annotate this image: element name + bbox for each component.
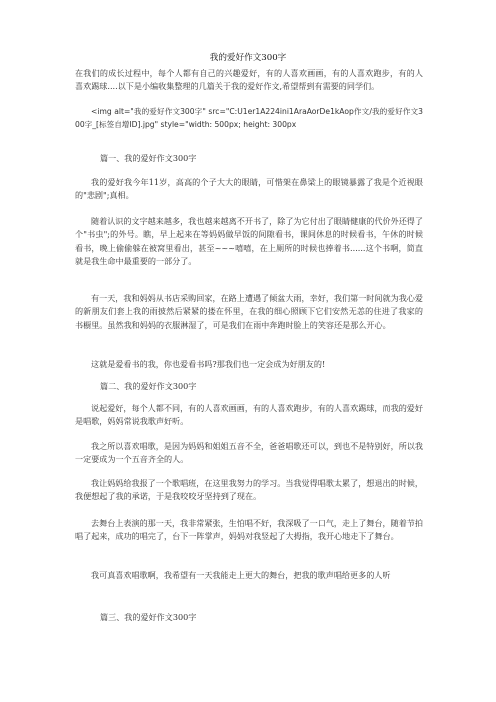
section-1-paragraph-3: 有一天，我和妈妈从书店采购回家，在路上遭遇了倾盆大雨，幸好，我们第一时间就为我心爱的新朋友们套上我的雨披然后紧紧的搂在怀里，在我的细心照顾下它们安然无恙的住进了我家的书橱里。虽然我和妈妈的衣服淋湿了，可是我们在雨中奔跑时脸上的笑容还是那么开心。	[75, 293, 423, 330]
section-1-paragraph-2: 随着认识的文字越来越多，我也越来越离不开书了，除了为它付出了眼睛健康的代价外还得了个"书虫";的外号。瞧，早上起来在等妈妈做早饭的间隙看书，课间休息的时候看书，午休的时候看书，晚上偷偷躲在被窝里看出，甚至~~~嘻嘻，在上厕所的时候也捧着书......这个书啊，简直就是我生命中最重要的一部分了。	[75, 216, 423, 267]
section-2-paragraph-2: 我之所以喜欢唱歌，是因为妈妈和姐姐五音不全，爸爸唱歌还可以，到也不是特别好，所以我一定要成为一个五音齐全的人。	[75, 441, 423, 465]
section-2-paragraph-3: 我让妈妈给我报了一个歌唱班，在这里我努力的学习。当我觉得唱歌太累了，想退出的时候，我便想起了我的承诺，于是我咬咬牙坚持到了现在。	[75, 478, 423, 502]
section-heading-2: 篇二、我的爱好作文300字	[100, 381, 197, 391]
section-heading-3: 篇三、我的爱好作文300字	[100, 612, 197, 622]
section-2-paragraph-5: 我可真喜欢唱歌啊，我希望有一天我能走上更大的舞台，把我的歌声唱给更多的人听	[91, 570, 391, 580]
intro-paragraph: 在我们的成长过程中，每个人都有自己的兴趣爱好，有的人喜欢画画，有的人喜欢跑步，有的人喜欢踢球....以下是小编收集整理的几篇关于我的爱好作文,希望帮到有需要的同学们。	[75, 68, 423, 92]
image-markup-text: <img alt="我的爱好作文300字" src="C:U1er1A224ini1AraAorDe1kAop作文/我的爱好作文300字_[标签自增ID].jpg" style="width: 500px; height: 300px	[75, 107, 423, 130]
section-2-paragraph-1: 说起爱好，每个人都不同，有的人喜欢画画，有的人喜欢跑步，有的人喜欢踢球，而我的爱好是唱歌，妈妈常说我歌声好听。	[75, 403, 423, 427]
section-1-paragraph-4: 这就是爱看书的我，你也爱看书吗?那我们也一定会成为好朋友的!	[91, 359, 326, 369]
document-title: 我的爱好作文300字	[209, 53, 287, 63]
section-heading-1: 篇一、我的爱好作文300字	[100, 153, 197, 163]
section-1-paragraph-1: 我的爱好我今年11岁，高高的个子大大的眼睛，可惜架在鼻梁上的眼镜暴露了我是个近视眼的"悲剧";真相。	[75, 177, 423, 201]
section-2-paragraph-4: 去舞台上表演的那一天，我非常紧张，生怕唱不好，我深吸了一口气，走上了舞台，随着节拍唱了起来，成功的唱完了，台下一阵掌声，妈妈对我竖起了大拇指，我开心地走下了舞台。	[75, 518, 423, 542]
